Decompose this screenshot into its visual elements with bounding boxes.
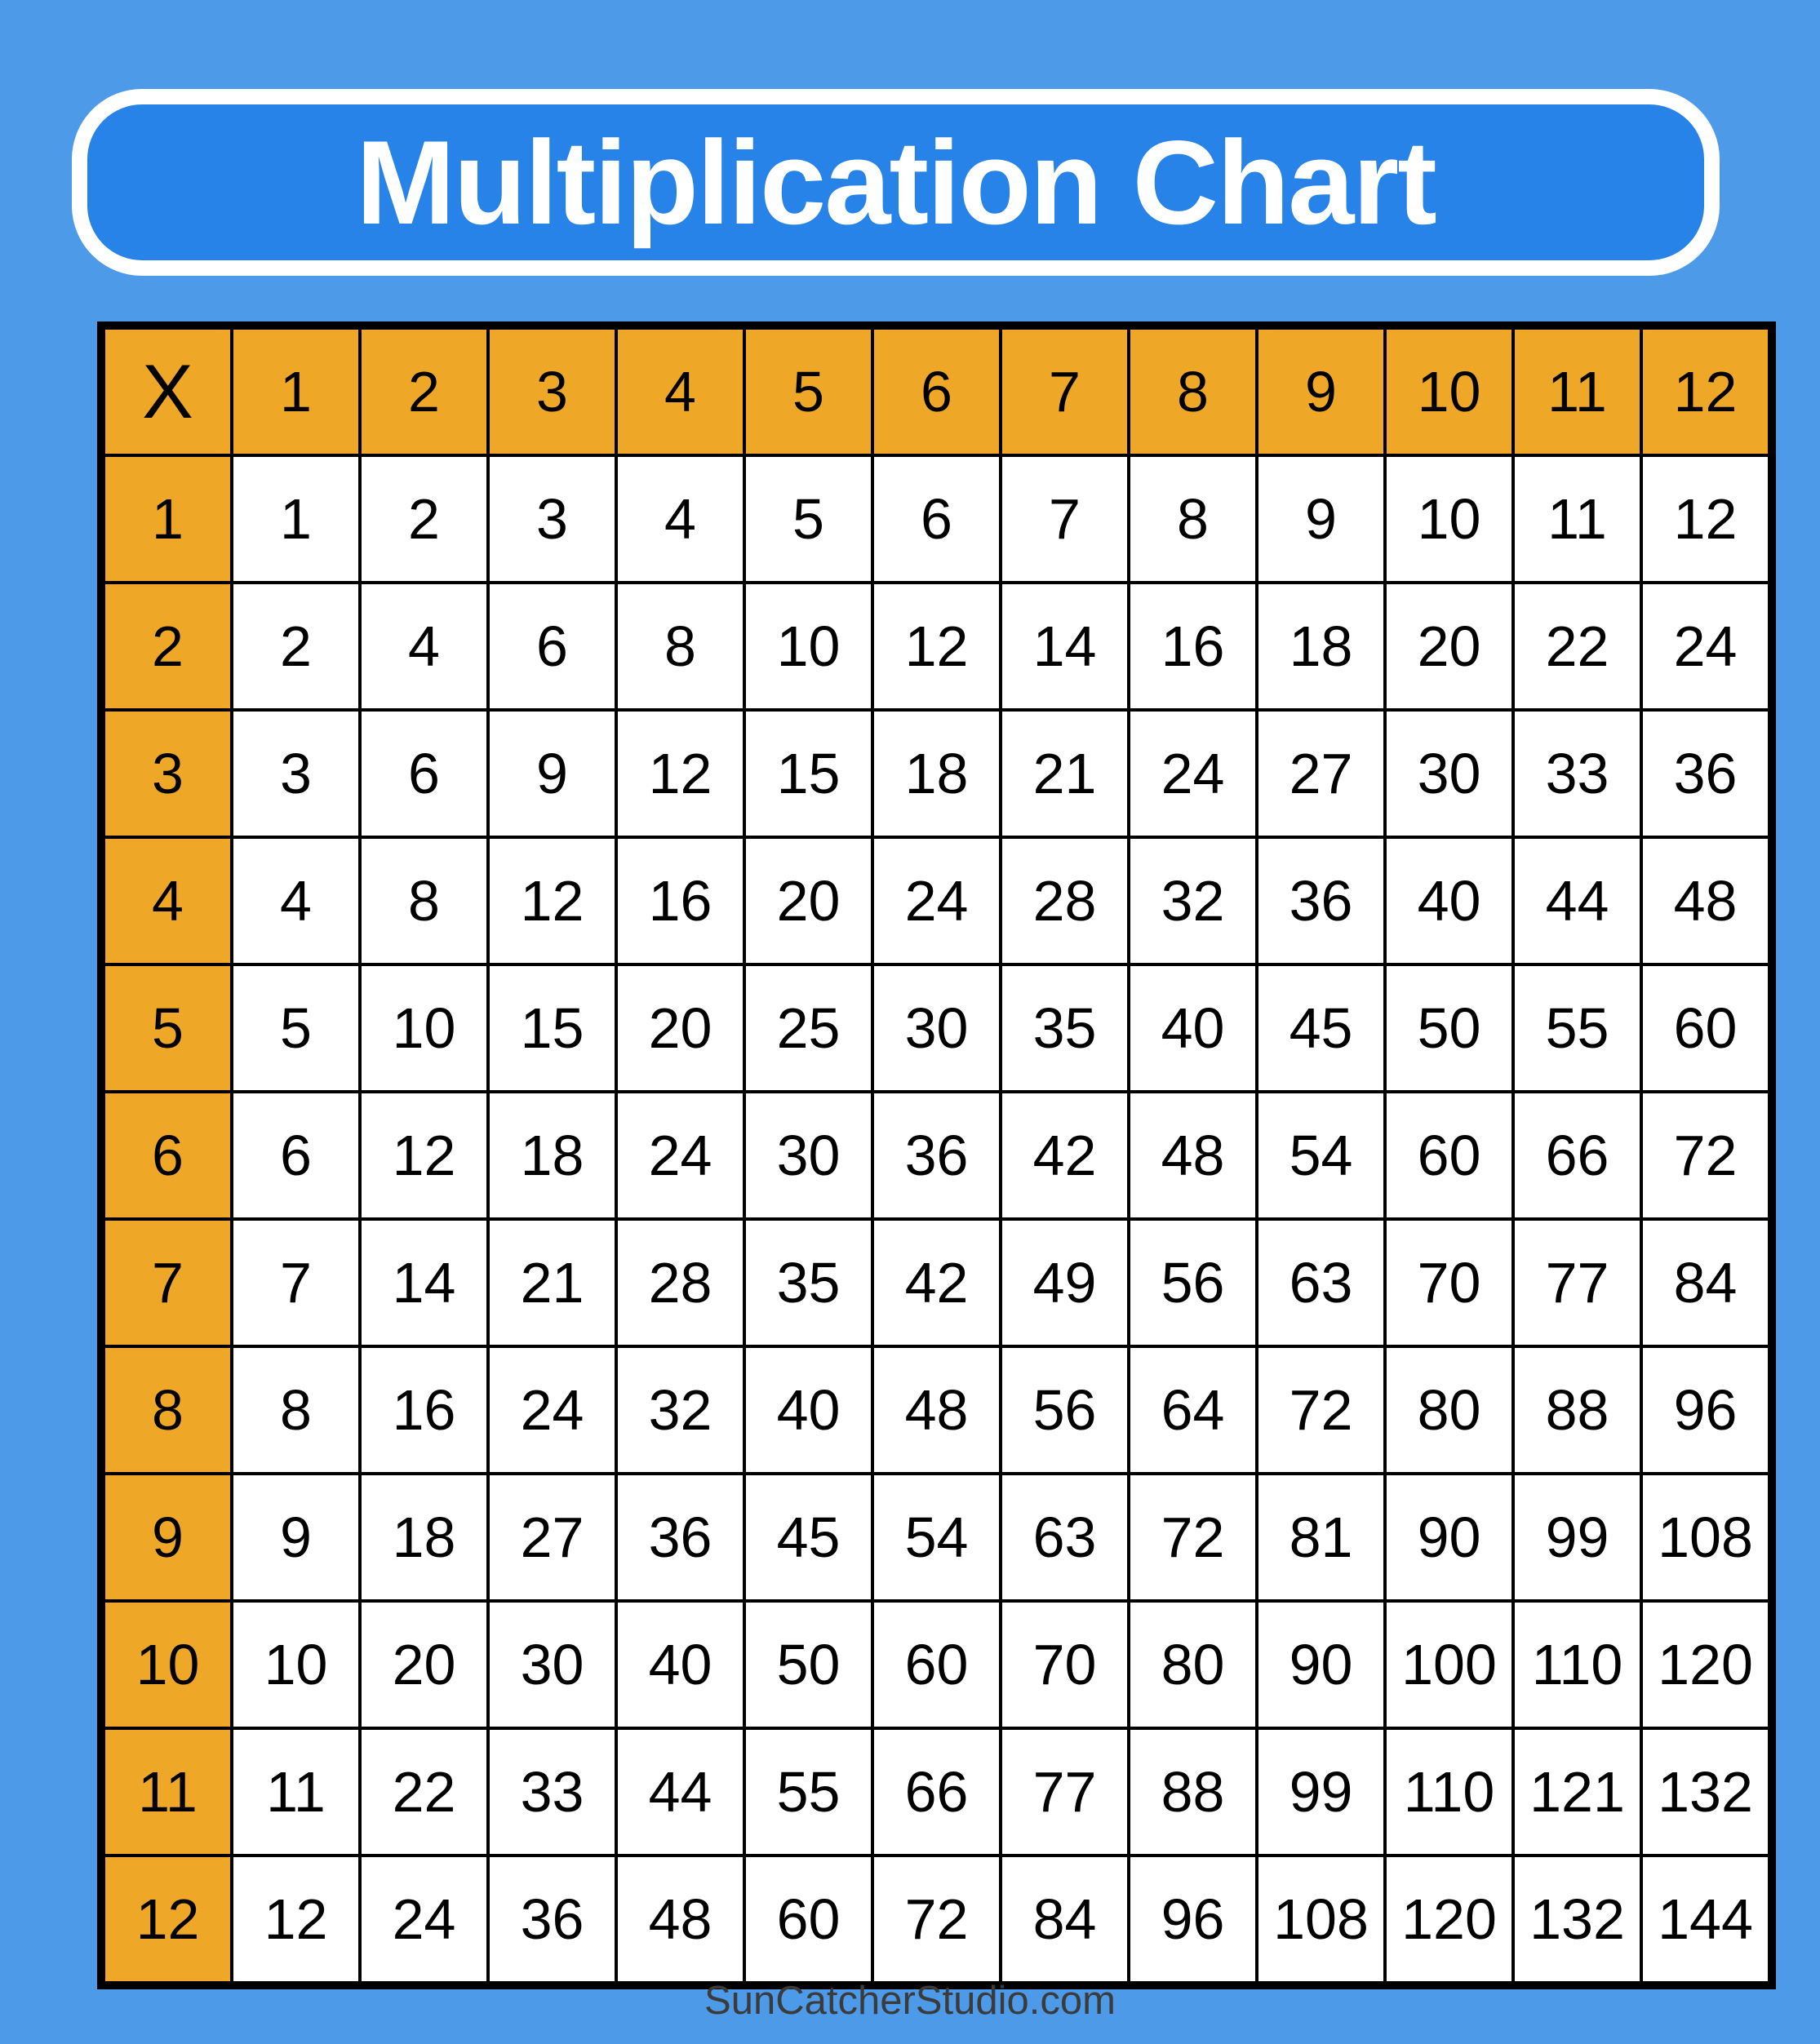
product-cell: 25 [744, 964, 872, 1092]
product-cell: 88 [1129, 1728, 1257, 1856]
product-cell: 10 [360, 964, 488, 1092]
table-row [101, 1728, 1772, 1856]
row-header-cell: 11 [101, 1728, 232, 1856]
product-cell: 30 [744, 1092, 872, 1219]
product-cell: 110 [1513, 1601, 1641, 1728]
product-cell: 20 [744, 837, 872, 964]
row-header-cell: 8 [101, 1346, 232, 1474]
product-cell: 60 [1385, 1092, 1513, 1219]
product-cell: 54 [872, 1474, 1001, 1601]
product-cell: 90 [1385, 1474, 1513, 1601]
table-row [101, 837, 1772, 964]
product-cell: 32 [1129, 837, 1257, 964]
product-cell: 12 [232, 1856, 360, 1985]
page-title: Multiplication Chart [356, 115, 1436, 249]
product-cell: 8 [616, 583, 744, 710]
product-cell: 80 [1129, 1601, 1257, 1728]
column-header-cell: 5 [744, 326, 872, 455]
row-header-cell: 7 [101, 1219, 232, 1346]
product-cell: 32 [616, 1346, 744, 1474]
product-cell: 36 [872, 1092, 1001, 1219]
product-cell: 84 [1641, 1219, 1772, 1346]
product-cell: 60 [872, 1601, 1001, 1728]
product-cell: 63 [1001, 1474, 1129, 1601]
table-body [101, 455, 1772, 1985]
product-cell: 72 [1641, 1092, 1772, 1219]
product-cell: 12 [488, 837, 616, 964]
product-cell: 10 [744, 583, 872, 710]
product-cell: 132 [1513, 1856, 1641, 1985]
product-cell: 22 [1513, 583, 1641, 710]
footer-credit: SunCatcherStudio.com [704, 1979, 1116, 2023]
product-cell: 30 [1385, 710, 1513, 837]
product-cell: 40 [616, 1601, 744, 1728]
product-cell: 24 [360, 1856, 488, 1985]
table-row [101, 1474, 1772, 1601]
table-row [101, 1856, 1772, 1985]
product-cell: 99 [1513, 1474, 1641, 1601]
product-cell: 9 [1257, 455, 1385, 583]
product-cell: 120 [1641, 1601, 1772, 1728]
table-row [101, 1346, 1772, 1474]
product-cell: 4 [616, 455, 744, 583]
product-cell: 3 [232, 710, 360, 837]
product-cell: 36 [616, 1474, 744, 1601]
title-banner [72, 89, 1720, 276]
product-cell: 42 [1001, 1092, 1129, 1219]
row-header-cell: 2 [101, 583, 232, 710]
column-header-cell: 12 [1641, 326, 1772, 455]
product-cell: 81 [1257, 1474, 1385, 1601]
product-cell: 30 [872, 964, 1001, 1092]
table-row [101, 455, 1772, 583]
row-header-cell: 6 [101, 1092, 232, 1219]
product-cell: 20 [616, 964, 744, 1092]
product-cell: 90 [1257, 1601, 1385, 1728]
product-cell: 8 [232, 1346, 360, 1474]
column-header-cell: 10 [1385, 326, 1513, 455]
product-cell: 48 [616, 1856, 744, 1985]
product-cell: 72 [872, 1856, 1001, 1985]
product-cell: 35 [1001, 964, 1129, 1092]
product-cell: 96 [1129, 1856, 1257, 1985]
column-header-cell: 7 [1001, 326, 1129, 455]
column-header-cell: 2 [360, 326, 488, 455]
product-cell: 1 [232, 455, 360, 583]
product-cell: 45 [744, 1474, 872, 1601]
product-cell: 18 [1257, 583, 1385, 710]
product-cell: 22 [360, 1728, 488, 1856]
column-header-cell: 8 [1129, 326, 1257, 455]
product-cell: 30 [488, 1601, 616, 1728]
product-cell: 108 [1641, 1474, 1772, 1601]
product-cell: 55 [744, 1728, 872, 1856]
column-header-cell: 1 [232, 326, 360, 455]
product-cell: 18 [488, 1092, 616, 1219]
table-row [101, 1601, 1772, 1728]
product-cell: 50 [744, 1601, 872, 1728]
product-cell: 108 [1257, 1856, 1385, 1985]
product-cell: 40 [1385, 837, 1513, 964]
product-cell: 36 [1257, 837, 1385, 964]
product-cell: 6 [232, 1092, 360, 1219]
product-cell: 42 [872, 1219, 1001, 1346]
product-cell: 24 [872, 837, 1001, 964]
product-cell: 70 [1385, 1219, 1513, 1346]
product-cell: 7 [1001, 455, 1129, 583]
product-cell: 21 [1001, 710, 1129, 837]
product-cell: 11 [1513, 455, 1641, 583]
product-cell: 15 [488, 964, 616, 1092]
product-cell: 8 [360, 837, 488, 964]
product-cell: 64 [1129, 1346, 1257, 1474]
product-cell: 16 [616, 837, 744, 964]
header-row [101, 326, 1772, 455]
product-cell: 24 [488, 1346, 616, 1474]
product-cell: 24 [1129, 710, 1257, 837]
product-cell: 45 [1257, 964, 1385, 1092]
product-cell: 88 [1513, 1346, 1641, 1474]
product-cell: 3 [488, 455, 616, 583]
table-row [101, 583, 1772, 710]
product-cell: 63 [1257, 1219, 1385, 1346]
product-cell: 36 [488, 1856, 616, 1985]
product-cell: 36 [1641, 710, 1772, 837]
product-cell: 56 [1129, 1219, 1257, 1346]
table-row [101, 964, 1772, 1092]
product-cell: 12 [616, 710, 744, 837]
table-row [101, 1219, 1772, 1346]
table-row [101, 710, 1772, 837]
product-cell: 6 [488, 583, 616, 710]
product-cell: 54 [1257, 1092, 1385, 1219]
product-cell: 70 [1001, 1601, 1129, 1728]
product-cell: 132 [1641, 1728, 1772, 1856]
product-cell: 40 [744, 1346, 872, 1474]
product-cell: 27 [1257, 710, 1385, 837]
column-header-cell: 6 [872, 326, 1001, 455]
row-header-cell: 12 [101, 1856, 232, 1985]
product-cell: 12 [360, 1092, 488, 1219]
product-cell: 40 [1129, 964, 1257, 1092]
product-cell: 121 [1513, 1728, 1641, 1856]
product-cell: 48 [872, 1346, 1001, 1474]
product-cell: 77 [1513, 1219, 1641, 1346]
product-cell: 77 [1001, 1728, 1129, 1856]
column-header-cell: 9 [1257, 326, 1385, 455]
product-cell: 9 [488, 710, 616, 837]
product-cell: 50 [1385, 964, 1513, 1092]
row-header-cell: 1 [101, 455, 232, 583]
product-cell: 10 [232, 1601, 360, 1728]
row-header-cell: 9 [101, 1474, 232, 1601]
product-cell: 44 [1513, 837, 1641, 964]
column-header-cell: 3 [488, 326, 616, 455]
row-header-cell: 4 [101, 837, 232, 964]
multiplication-table [97, 321, 1776, 1989]
product-cell: 48 [1129, 1092, 1257, 1219]
row-header-cell: 10 [101, 1601, 232, 1728]
product-cell: 18 [872, 710, 1001, 837]
product-cell: 6 [872, 455, 1001, 583]
column-header-cell: 11 [1513, 326, 1641, 455]
product-cell: 5 [232, 964, 360, 1092]
product-cell: 49 [1001, 1219, 1129, 1346]
product-cell: 33 [1513, 710, 1641, 837]
product-cell: 55 [1513, 964, 1641, 1092]
product-cell: 35 [744, 1219, 872, 1346]
product-cell: 48 [1641, 837, 1772, 964]
product-cell: 4 [360, 583, 488, 710]
product-cell: 33 [488, 1728, 616, 1856]
product-cell: 16 [360, 1346, 488, 1474]
table-row [101, 1092, 1772, 1219]
product-cell: 14 [360, 1219, 488, 1346]
column-header-cell: 4 [616, 326, 744, 455]
product-cell: 7 [232, 1219, 360, 1346]
product-cell: 10 [1385, 455, 1513, 583]
product-cell: 56 [1001, 1346, 1129, 1474]
product-cell: 12 [1641, 455, 1772, 583]
product-cell: 99 [1257, 1728, 1385, 1856]
table-head [101, 326, 1772, 455]
product-cell: 66 [1513, 1092, 1641, 1219]
product-cell: 96 [1641, 1346, 1772, 1474]
product-cell: 24 [1641, 583, 1772, 710]
product-cell: 28 [1001, 837, 1129, 964]
product-cell: 24 [616, 1092, 744, 1219]
product-cell: 16 [1129, 583, 1257, 710]
product-cell: 66 [872, 1728, 1001, 1856]
row-header-cell: 5 [101, 964, 232, 1092]
product-cell: 84 [1001, 1856, 1129, 1985]
product-cell: 15 [744, 710, 872, 837]
product-cell: 6 [360, 710, 488, 837]
product-cell: 27 [488, 1474, 616, 1601]
product-cell: 11 [232, 1728, 360, 1856]
product-cell: 28 [616, 1219, 744, 1346]
product-cell: 44 [616, 1728, 744, 1856]
product-cell: 72 [1257, 1346, 1385, 1474]
product-cell: 72 [1129, 1474, 1257, 1601]
product-cell: 80 [1385, 1346, 1513, 1474]
product-cell: 2 [360, 455, 488, 583]
row-header-cell: 3 [101, 710, 232, 837]
product-cell: 4 [232, 837, 360, 964]
product-cell: 12 [872, 583, 1001, 710]
product-cell: 120 [1385, 1856, 1513, 1985]
product-cell: 21 [488, 1219, 616, 1346]
product-cell: 5 [744, 455, 872, 583]
product-cell: 20 [1385, 583, 1513, 710]
product-cell: 2 [232, 583, 360, 710]
product-cell: 8 [1129, 455, 1257, 583]
corner-cell-x: X [101, 326, 232, 455]
product-cell: 100 [1385, 1601, 1513, 1728]
product-cell: 9 [232, 1474, 360, 1601]
product-cell: 60 [744, 1856, 872, 1985]
product-cell: 110 [1385, 1728, 1513, 1856]
product-cell: 60 [1641, 964, 1772, 1092]
product-cell: 20 [360, 1601, 488, 1728]
product-cell: 18 [360, 1474, 488, 1601]
product-cell: 14 [1001, 583, 1129, 710]
product-cell: 144 [1641, 1856, 1772, 1985]
